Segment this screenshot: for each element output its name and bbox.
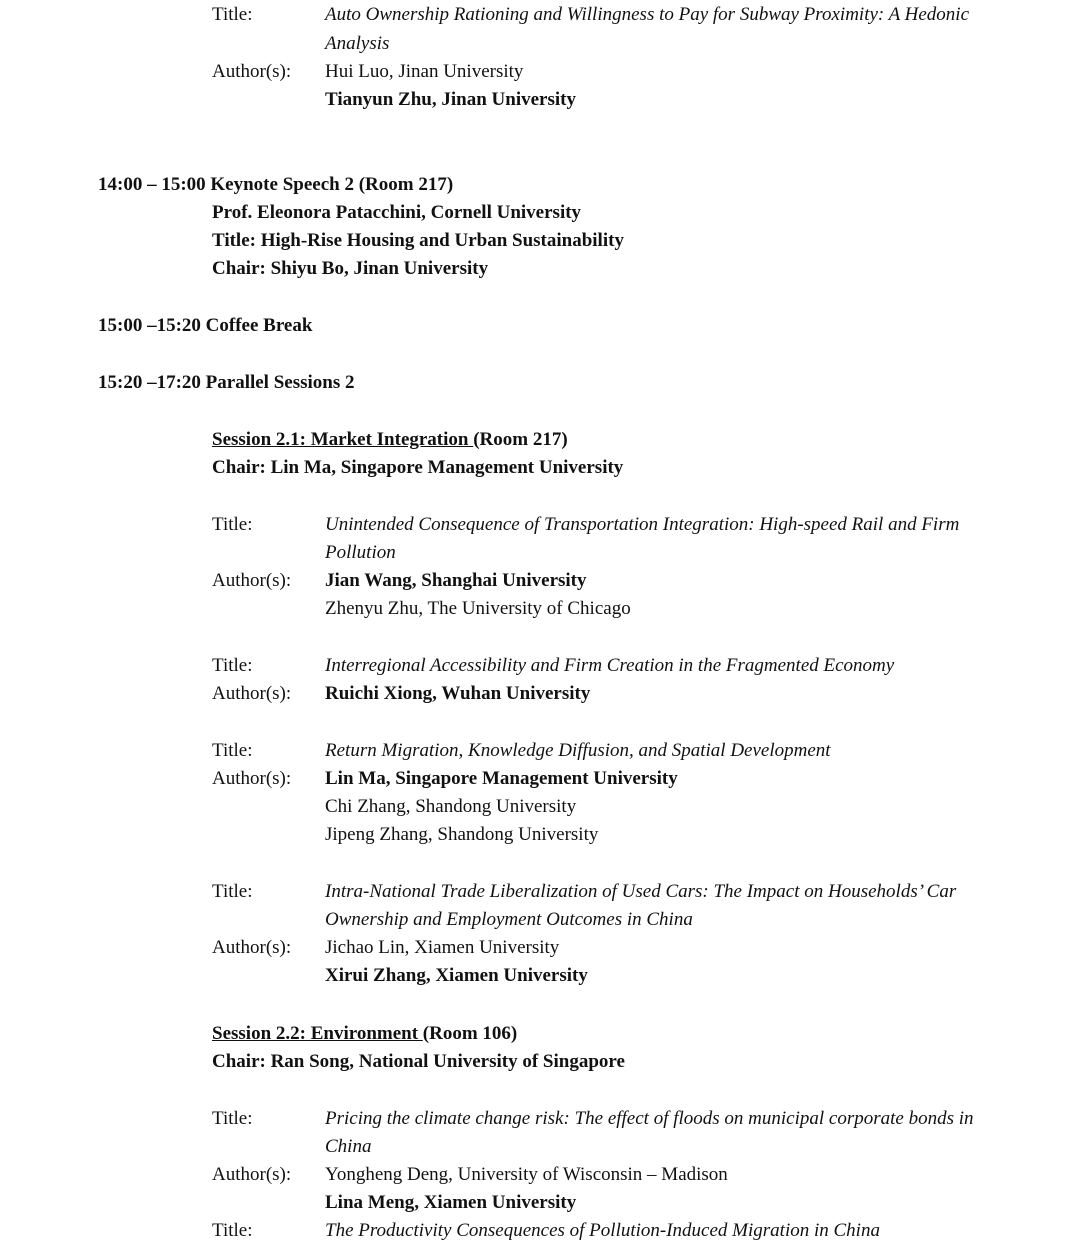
s21-p3-author-1-presenter: Lin Ma, Singapore Management University bbox=[325, 768, 678, 789]
parallel-sessions-row bbox=[98, 369, 355, 397]
s21-p2-title-label: Title: bbox=[212, 655, 253, 676]
s21-p2-title-line-1: Interregional Accessibility and Firm Creation in the Fragmented Economy bbox=[325, 655, 895, 676]
keynote-time: 14:00 – 15:00 bbox=[98, 174, 206, 195]
s21-p1-author-2: Zhenyu Zhu, The University of Chicago bbox=[325, 598, 631, 619]
coffee-label: Coffee Break bbox=[205, 315, 313, 336]
session-2-1-room: (Room 217) bbox=[473, 429, 568, 450]
paper1-author-label: Author(s): bbox=[212, 61, 292, 82]
s21-p1-title-line-1: Unintended Consequence of Transportation Integration: High-speed Rail and Firm bbox=[325, 514, 960, 535]
s21-p4-title-line-1: Intra-National Trade Liberalization of Used Cars: The Impact on Households’ Car bbox=[325, 881, 957, 902]
keynote-speaker: Prof. Eleonora Patacchini, Cornell University bbox=[212, 202, 582, 223]
session-2-1-name: Session 2.1: Market Integration bbox=[212, 429, 474, 450]
s22-p1-author-1: Yongheng Deng, University of Wisconsin – Madison bbox=[325, 1164, 728, 1185]
paper1-author-1: Hui Luo, Jinan University bbox=[325, 61, 524, 82]
s22-p2-title-line-1: The Productivity Consequences of Pollution-Induced Migration in China bbox=[325, 1220, 880, 1241]
coffee-time: 15:00 –15:20 bbox=[98, 315, 201, 336]
s21-p3-title-label: Title: bbox=[212, 740, 253, 761]
s21-p4-author-2-presenter: Xirui Zhang, Xiamen University bbox=[325, 965, 588, 986]
paper1-title-line-1: Auto Ownership Rationing and Willingness to Pay for Subway Proximity: A Hedonic bbox=[325, 4, 970, 25]
s21-p4-author-label: Author(s): bbox=[212, 937, 292, 958]
session-2-2-heading bbox=[212, 1020, 517, 1048]
s21-p3-author-3: Jipeng Zhang, Shandong University bbox=[325, 824, 599, 845]
s22-p1-title-line-1: Pricing the climate change risk: The effect of floods on municipal corporate bonds in bbox=[325, 1108, 974, 1129]
paper1-author-2-presenter: Tianyun Zhu, Jinan University bbox=[325, 89, 576, 110]
keynote-header bbox=[98, 171, 453, 199]
coffee-break-row bbox=[98, 312, 312, 340]
keynote-chair: Chair: Shiyu Bo, Jinan University bbox=[212, 258, 489, 279]
s21-p3-author-label: Author(s): bbox=[212, 768, 292, 789]
s21-p1-author-label: Author(s): bbox=[212, 570, 292, 591]
session-2-2-chair: Chair: Ran Song, National University of Singapore bbox=[212, 1051, 625, 1072]
session-2-1-heading bbox=[212, 426, 568, 454]
s21-p4-title-label: Title: bbox=[212, 881, 253, 902]
session-2-2-name: Session 2.2: Environment bbox=[212, 1023, 423, 1044]
s22-p1-author-label: Author(s): bbox=[212, 1164, 292, 1185]
s21-p4-title-line-2: Ownership and Employment Outcomes in China bbox=[325, 909, 693, 930]
s21-p2-author-label: Author(s): bbox=[212, 683, 292, 704]
s21-p2-author-1-presenter: Ruichi Xiong, Wuhan University bbox=[325, 683, 591, 704]
session-2-1-chair: Chair: Lin Ma, Singapore Management University bbox=[212, 457, 624, 478]
s22-p1-title-line-2: China bbox=[325, 1136, 372, 1157]
paper1-title-label: Title: bbox=[212, 4, 253, 25]
parallel-time: 15:20 –17:20 bbox=[98, 372, 201, 393]
s22-p2-title-label: Title: bbox=[212, 1220, 253, 1241]
keynote-title: Title: High-Rise Housing and Urban Sustainability bbox=[212, 230, 624, 251]
s21-p4-author-1: Jichao Lin, Xiamen University bbox=[325, 937, 560, 958]
s21-p1-title-line-2: Pollution bbox=[325, 542, 396, 563]
keynote-heading: Keynote Speech 2 (Room 217) bbox=[210, 174, 454, 195]
s21-p1-title-label: Title: bbox=[212, 514, 253, 535]
s22-p1-title-label: Title: bbox=[212, 1108, 253, 1129]
s21-p3-title-line-1: Return Migration, Knowledge Diffusion, and Spatial Development bbox=[325, 740, 831, 761]
session-2-2-room: (Room 106) bbox=[422, 1023, 518, 1044]
s21-p3-author-2: Chi Zhang, Shandong University bbox=[325, 796, 577, 817]
s22-p1-author-2-presenter: Lina Meng, Xiamen University bbox=[325, 1192, 577, 1213]
parallel-label: Parallel Sessions 2 bbox=[205, 372, 355, 393]
paper1-title-line-2: Analysis bbox=[325, 33, 390, 54]
s21-p1-author-1-presenter: Jian Wang, Shanghai University bbox=[325, 570, 587, 591]
